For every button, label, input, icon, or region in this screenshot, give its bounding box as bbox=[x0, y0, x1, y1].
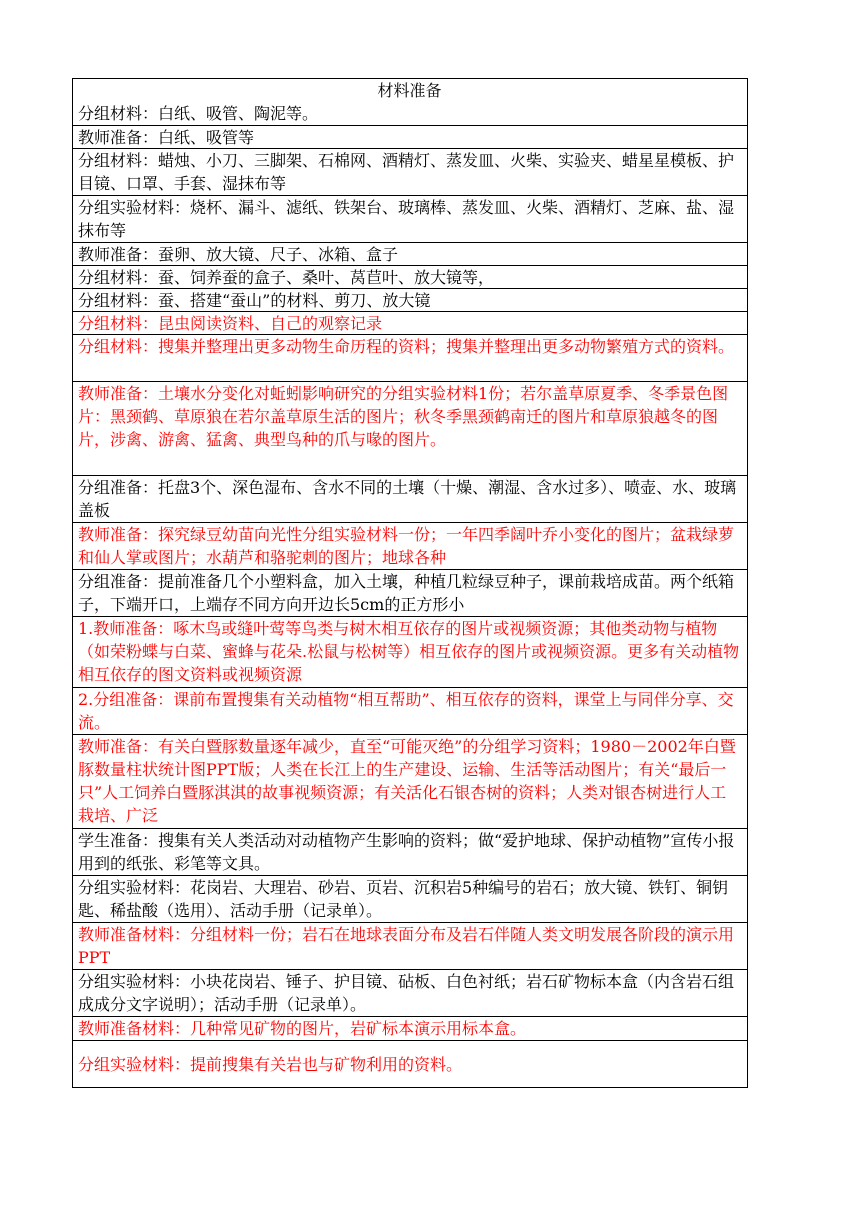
table-row: 教师准备：有关白暨豚数量逐年减少，直至“可能灭绝”的分组学习资料；1980－2002年白暨豚数量柱状统计图PPT版；人类在长江上的生产建设、运输、生活等活动图片；有关“最后一只”人工饲养白暨豚淇淇的故事视频资源；有关活化石银杏树的资料；人类对银杏树进行人工栽培、广泛 bbox=[73, 734, 747, 828]
table-row: 教师准备：蚕卵、放大镜、尺子、冰箱、盒子 bbox=[73, 242, 747, 265]
table-row: 分组材料：搜集并整理出更多动物生命历程的资料；搜集并整理出更多动物繁殖方式的资料。 bbox=[73, 334, 747, 381]
table-row: 教师准备：土壤水分变化对蚯蚓影响研究的分组实验材料1份；若尔盖草原夏季、冬季景色图片：黑颈鹤、草原狼在若尔盖草原生活的图片；秋冬季黑颈鹤南迁的图片和草原狼越冬的图片，涉禽、游禽、猛禽、典型鸟种的爪与喙的图片。 bbox=[73, 381, 747, 475]
table-row: 分组准备：提前准备几个小塑料盒，加入土壤，种植几粒绿豆种子，课前栽培成苗。两个纸箱子，下端开口，上端存不同方向开边长5cm的正方形小 bbox=[73, 569, 747, 616]
table-row: 分组材料：昆虫阅读资料、自己的观察记录 bbox=[73, 311, 747, 334]
table-row: 2.分组准备：课前布置搜集有关动植物“相互帮助”、相互依存的资料，课堂上与同伴分享、交流。 bbox=[73, 687, 747, 734]
table-row: 分组材料：蜡烛、小刀、三脚架、石棉网、酒精灯、蒸发皿、火柴、实验夹、蜡星星模板、护目镜、口罩、手套、湿抹布等 bbox=[73, 148, 747, 195]
table-row: 分组实验材料：烧杯、漏斗、滤纸、铁架台、玻璃棒、蒸发皿、火柴、酒精灯、芝麻、盐、湿抹布等 bbox=[73, 195, 747, 242]
table-row: 1.教师准备：啄木鸟或缝叶莺等鸟类与树木相互依存的图片或视频资源；其他类动物与植物（如荣粉蝶与白菜、蜜蜂与花朵.松鼠与松树等）相互依存的图片或视频资源。更多有关动植物相互依存的图文资料或视频资源 bbox=[73, 616, 747, 687]
table-row: 教师准备材料：分组材料一份；岩石在地球表面分布及岩石伴随人类文明发展各阶段的演示用PPT bbox=[73, 922, 747, 969]
table-row: 分组材料：白纸、吸管、陶泥等。 bbox=[78, 104, 319, 123]
materials-table bbox=[72, 78, 748, 1088]
table-row: 分组准备：托盘3个、深色湿布、含水不同的土壤（十燥、潮湿、含水过多）、喷壶、水、玻璃盖板 bbox=[73, 475, 747, 522]
table-row: 分组材料：蚕、饲养蚕的盒子、桑叶、莴苣叶、放大镜等， bbox=[73, 265, 747, 288]
table-row: 分组实验材料：花岗岩、大理岩、砂岩、页岩、沉积岩5种编号的岩石；放大镜、铁钉、铜钥匙、稀盐酸（选用）、活动手册（记录单）。 bbox=[73, 875, 747, 922]
table-row: 教师准备：探究绿豆幼苗向光性分组实验材料一份；一年四季阔叶乔小变化的图片；盆栽绿萝和仙人掌或图片；水葫芦和骆驼刺的图片；地球各种 bbox=[73, 522, 747, 569]
table-row: 学生准备：搜集有关人类活动对动植物产生影响的资料；做“爱护地球、保护动植物”宣传小报用到的纸张、彩笔等文具。 bbox=[73, 828, 747, 875]
table-row: 教师准备材料：几种常见矿物的图片，岩矿标本演示用标本盒。 bbox=[73, 1016, 747, 1040]
table-body bbox=[73, 102, 747, 1087]
table-row: 分组实验材料：提前搜集有关岩也与矿物利用的资料。 bbox=[73, 1040, 747, 1087]
table-row: 分组实验材料：小块花岗岩、锤子、护目镜、砧板、白色衬纸；岩石矿物标本盒（内含岩石组成成分文字说明）；活动手册（记录单）。 bbox=[73, 969, 747, 1016]
table-row: 分组材料：蚕、搭建“蚕山”的材料、剪刀、放大镜 bbox=[73, 288, 747, 311]
table-row: 教师准备：白纸、吸管等 bbox=[73, 125, 747, 148]
table-header: 材料准备 bbox=[377, 81, 442, 100]
